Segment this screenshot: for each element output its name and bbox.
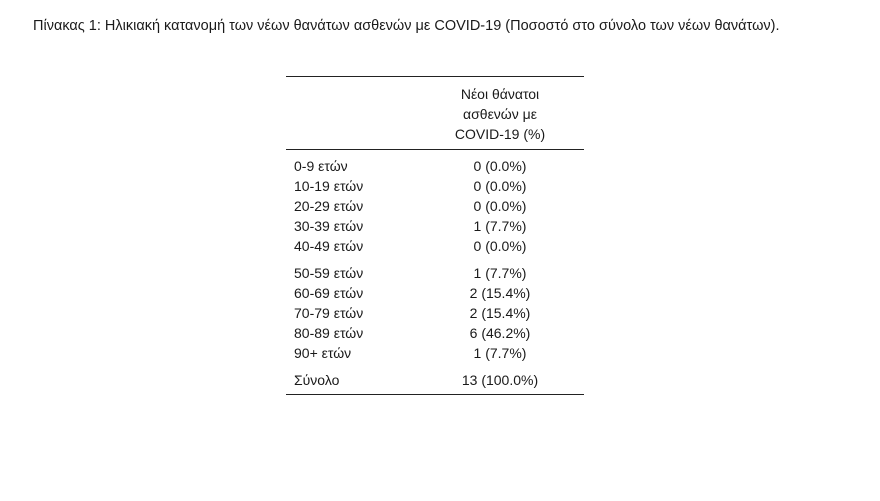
age-group-label: 90+ ετών <box>294 345 352 361</box>
table-row <box>286 236 584 256</box>
deaths-value: 1 (7.7%) <box>473 265 527 281</box>
header-row <box>286 77 584 150</box>
age-group-label: 50-59 ετών <box>294 265 364 281</box>
deaths-value: 2 (15.4%) <box>469 285 531 301</box>
age-group-label: 20-29 ετών <box>294 198 364 214</box>
total-value: 13 (100.0%) <box>461 372 539 388</box>
table-row <box>286 283 584 303</box>
deaths-value: 0 (0.0%) <box>473 178 527 194</box>
header-value-cell <box>416 77 584 150</box>
total-row <box>286 363 584 395</box>
deaths-value: 2 (15.4%) <box>469 305 531 321</box>
table-header <box>286 77 584 150</box>
age-distribution-table <box>286 76 584 395</box>
header-label-cell <box>286 77 416 150</box>
age-group-label: 70-79 ετών <box>294 305 364 321</box>
age-group-label: 40-49 ετών <box>294 238 364 254</box>
table-row <box>286 303 584 323</box>
table-row <box>286 196 584 216</box>
table-row <box>286 176 584 196</box>
table-row <box>286 256 584 283</box>
age-distribution-table-container <box>286 76 584 395</box>
table-row <box>286 323 584 343</box>
table-row <box>286 150 584 177</box>
total-label: Σύνολο <box>294 372 340 388</box>
table-row <box>286 216 584 236</box>
deaths-value: 6 (46.2%) <box>469 325 531 341</box>
deaths-value: 1 (7.7%) <box>473 345 527 361</box>
deaths-value: 0 (0.0%) <box>473 238 527 254</box>
age-group-label: 30-39 ετών <box>294 218 364 234</box>
table-body <box>286 150 584 395</box>
age-group-label: 10-19 ετών <box>294 178 364 194</box>
age-group-label: 60-69 ετών <box>294 285 364 301</box>
header-line-3: COVID-19 (%) <box>454 126 546 142</box>
header-line-2: ασθενών με <box>463 106 537 122</box>
table-caption: Πίνακας 1: Ηλικιακή κατανομή των νέων θανάτων ασθενών με COVID-19 (Ποσοστό στο σύνολο των νέων θανάτων). <box>33 18 780 34</box>
deaths-value: 0 (0.0%) <box>473 158 527 174</box>
header-line-1: Νέοι θάνατοι <box>460 86 540 102</box>
age-group-label: 80-89 ετών <box>294 325 364 341</box>
table-row <box>286 343 584 363</box>
deaths-value: 0 (0.0%) <box>473 198 527 214</box>
age-group-label: 0-9 ετών <box>294 158 348 174</box>
deaths-value: 1 (7.7%) <box>473 218 527 234</box>
